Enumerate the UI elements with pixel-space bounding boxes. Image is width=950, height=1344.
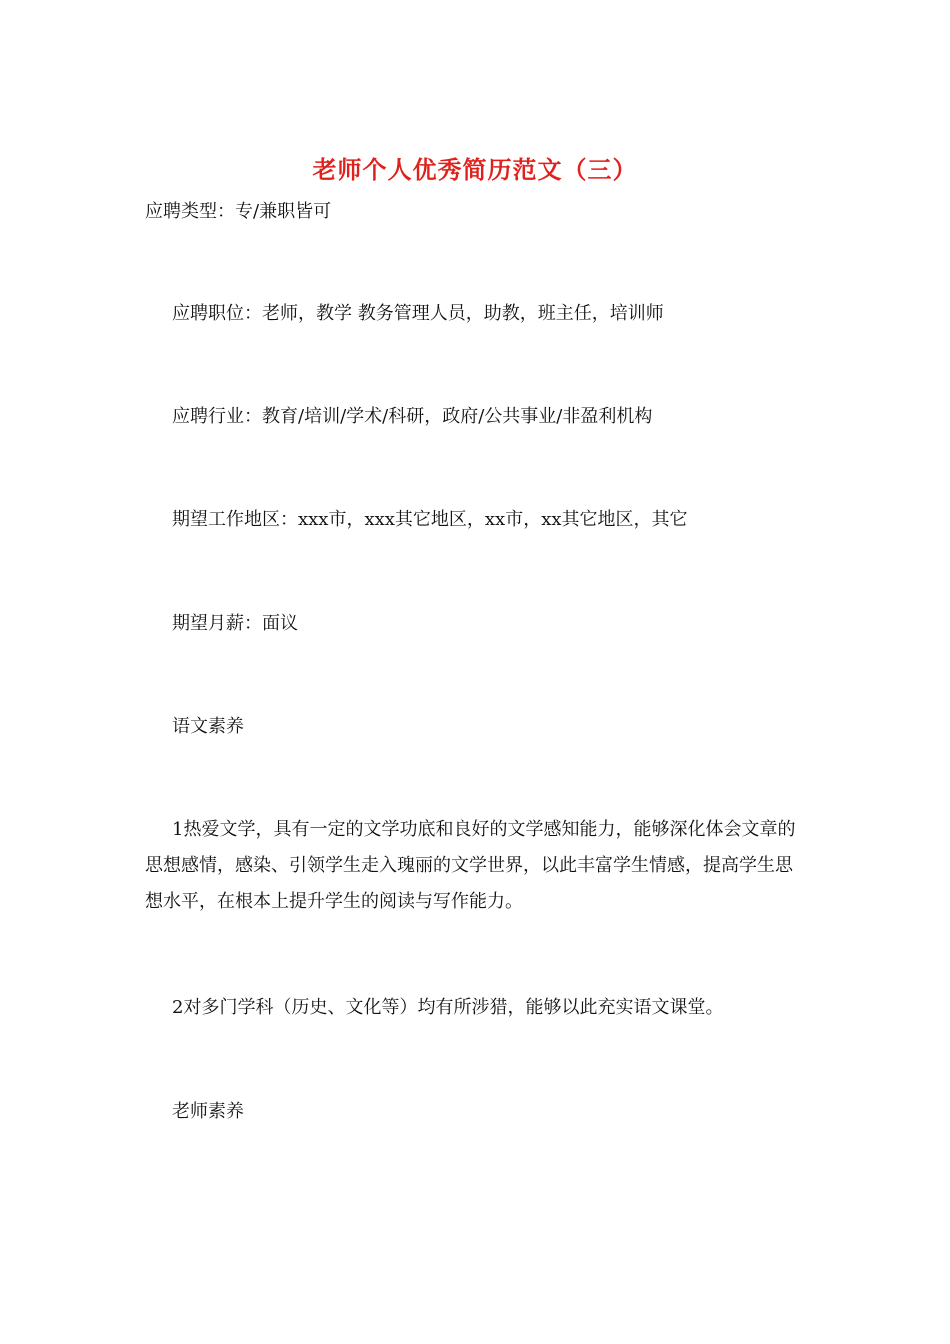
position-line: 应聘职位：老师，教学 教务管理人员，助教，班主任，培训师 [172,303,664,324]
paragraph-2: 2对多门学科（历史、文化等）均有所涉猎，能够以此充实语文课堂。 [172,997,724,1018]
industry-line: 应聘行业：教育/培训/学术/科研，政府/公共事业/非盈利机构 [172,406,653,427]
section-heading-teacher: 老师素养 [172,1101,244,1122]
section-heading-chinese: 语文素养 [172,716,244,737]
paragraph-1: 1热爱文学，具有一定的文学功底和良好的文学感知能力，能够深化体会文章的思想感情，感染、引领学生走入瑰丽的文学世界，以此丰富学生情感，提高学生思想水平，在根本上提升学生的阅读与写作能力。 [145,819,796,912]
region-line: 期望工作地区：xxx市，xxx其它地区，xx市，xx其它地区，其它 [172,509,688,530]
salary-line: 期望月薪：面议 [172,613,298,634]
job-type-line: 应聘类型：专/兼职皆可 [145,201,332,222]
document-title: 老师个人优秀简历范文（三） [312,155,638,184]
